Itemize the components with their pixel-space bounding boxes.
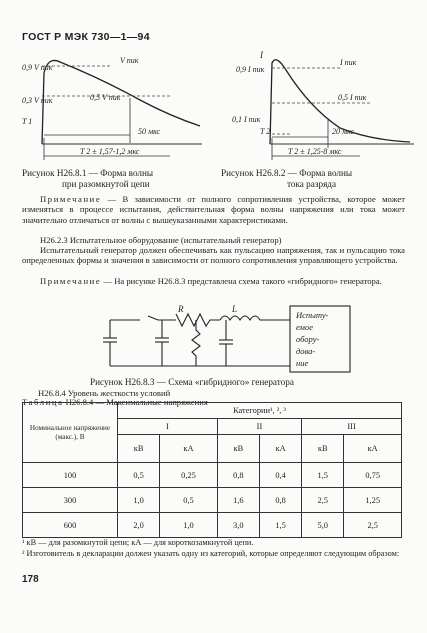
fig1-label-05v: 0,5 V пик [90, 93, 121, 102]
document-header: ГОСТ Р МЭК 730—1—94 [22, 31, 150, 43]
box-line-1: Испыту- [296, 310, 329, 320]
fig1-label-vpeak: V пик [120, 56, 139, 65]
cat-ii: II [217, 419, 301, 435]
fig2-label-20us: 20 мкс [332, 127, 355, 136]
table-row: 600 2,0 1,0 3,0 1,5 5,0 2,5 [23, 513, 402, 538]
box-line-3: обору- [296, 334, 320, 344]
figure-open-circuit-waveform [20, 48, 210, 166]
generator-paragraph: Испытательный генератор должен обеспечивать как пульсацию напряжения, так и пульсацию тока определенных формы и значения в зависимости от полного сопротивления управляющего устройства. [22, 245, 405, 266]
fig2-label-ipeak: I пик [340, 58, 357, 67]
footnote-1: ¹ кВ — для разомкнутой цепи; кА — для короткозамкнутой цепи. [22, 538, 254, 547]
section-h2623: Н26.2.3 Испытательное оборудование (испытательный генератор) [40, 235, 282, 245]
unit-header: кА [160, 435, 218, 463]
box-line-5: ние [296, 358, 309, 368]
fig2-label-05i: 0,5 I пик [338, 93, 367, 102]
cat-i: I [118, 419, 218, 435]
max-voltage-table [22, 402, 402, 538]
fig2-label-09i: 0,9 I пик [236, 65, 265, 74]
footnote-2: ² Изготовитель в декларации должен указать одну из категорий, которые определяют следующим образом: [22, 549, 400, 558]
note2-paragraph: Примечание — На рисунке Н26.8.3 представлена схема такого «гибридного» генератора. [40, 276, 382, 286]
categories-header: Категории¹, ², ³ [118, 403, 402, 419]
fig3-caption: Рисунок Н26.8.3 — Схема «гибридного» генератора [90, 377, 294, 387]
fig2-label-i: I [260, 50, 263, 60]
fig2-label-t2: T 2 [260, 127, 271, 136]
table-row: 300 1,0 0,5 1,6 0,8 2,5 1,25 [23, 488, 402, 513]
fig2-caption: Рисунок Н26.8.2 — Форма волны тока разряда [221, 168, 353, 189]
fig1-label-t1: T 1 [22, 117, 33, 126]
fig1-label-50us: 50 мкс [138, 127, 161, 136]
label-l: L [232, 304, 238, 314]
fig1-caption: Рисунок Н26.8.1 — Форма волны при разомкнутой цепи [22, 168, 154, 189]
col0-header: Номинальное напряжение (макс.), В [23, 403, 118, 463]
unit-header: кА [259, 435, 301, 463]
unit-header: кВ [217, 435, 259, 463]
unit-header: кВ [118, 435, 160, 463]
table-row: 100 0,5 0,25 0,8 0,4 1,5 0,75 [23, 463, 402, 488]
box-line-4: дова- [296, 346, 316, 356]
unit-header: кА [344, 435, 402, 463]
page-number: 178 [22, 574, 39, 585]
label-r: R [178, 304, 184, 314]
fig2-label-t2-range: T 2 ± 1,25-8 мкс [288, 147, 342, 156]
figure-discharge-current-waveform [230, 48, 420, 166]
fig1-label-09v: 0,9 V пик [22, 63, 53, 72]
section-h2684: Н26.8.4 Уровень жесткости условий [38, 388, 171, 398]
note-paragraph: Примечание — В зависимости от полного сопротивления устройства, которое может изменяться в процессе испытания, действительная форма волны напряжения или тока может значительно отличаться от волны с вышеуказанными характеристиками. [22, 194, 405, 225]
fig2-label-01i: 0,1 I пик [232, 115, 261, 124]
table-title: Таблица Н26.8.4 — Максимальные напряжения [22, 397, 208, 407]
fig1-label-03v: 0,3 V пик [22, 96, 53, 105]
box-line-2: емое [296, 322, 314, 332]
figure-hybrid-generator-circuit [100, 304, 360, 374]
cat-iii: III [302, 419, 402, 435]
unit-header: кВ [302, 435, 344, 463]
fig1-label-t2: T 2 ± 1,57-1,2 мкс [80, 147, 140, 156]
